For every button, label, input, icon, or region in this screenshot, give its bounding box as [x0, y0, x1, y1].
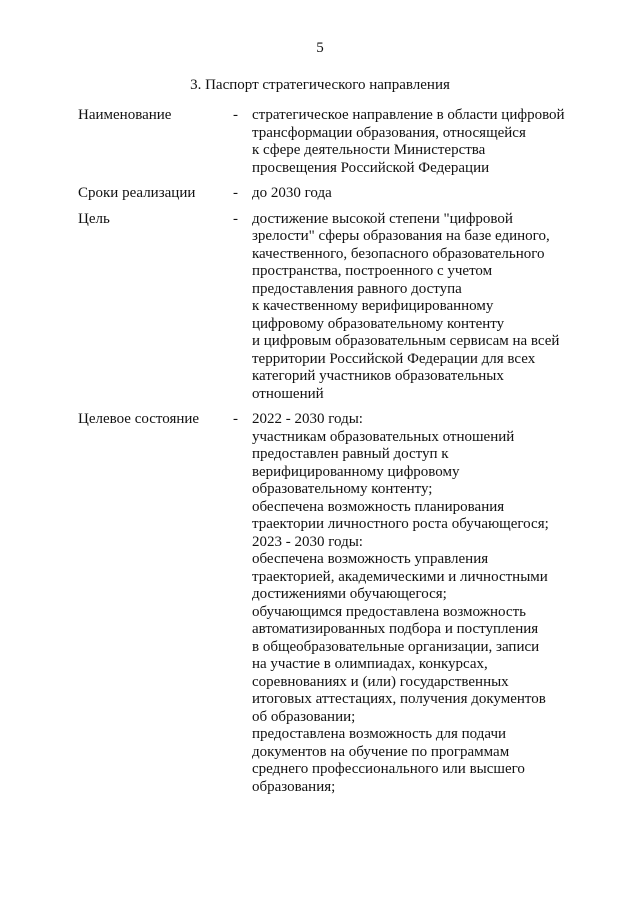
value-line: верифицированному цифровому	[252, 463, 460, 480]
value-line: образования;	[252, 778, 336, 795]
value-line: 2022 - 2030 годы:	[252, 411, 363, 427]
value-line: достижениями обучающегося;	[252, 586, 447, 602]
row-target-state	[78, 411, 578, 796]
row-value	[252, 185, 578, 203]
value-line: участникам образовательных отношений	[252, 428, 515, 445]
value-line: отношений	[252, 385, 324, 402]
value-line: документов на обучение по программам	[252, 743, 510, 760]
value-line: до 2030 года	[252, 185, 332, 201]
value-line: к сфере деятельности Министерства	[252, 142, 486, 158]
row-timeline	[78, 185, 578, 203]
passport-table	[78, 107, 578, 804]
row-label: Целевое состояние	[78, 411, 200, 427]
value-line: трансформации образования, относящейся	[252, 124, 526, 141]
page-number: 5	[316, 40, 324, 56]
row-dash: -	[233, 185, 238, 201]
value-line: на участие в олимпиадах, конкурсах,	[252, 656, 488, 672]
value-line: соревнованиях и (или) государственных	[252, 673, 509, 690]
row-label: Сроки реализации	[78, 185, 196, 201]
row-value	[252, 411, 578, 796]
value-line: траектории личностного роста обучающегося;	[252, 516, 549, 532]
value-line: обучающимся предоставлена возможность	[252, 603, 526, 620]
value-line: стратегическое направление в области цифровой	[252, 107, 565, 123]
value-line: предоставлена возможность для подачи	[252, 726, 507, 742]
row-goal	[78, 211, 578, 404]
value-line: траекторией, академическими и личностными	[252, 568, 548, 585]
value-line: зрелости" сферы образования на базе единого,	[252, 228, 550, 244]
value-line: качественного, безопасного образовательного	[252, 245, 545, 262]
row-value	[252, 211, 578, 404]
value-line: среднего профессионального или высшего	[252, 761, 525, 777]
value-line: территории Российской Федерации для всех	[252, 350, 536, 367]
value-line: достижение высокой степени "цифровой	[252, 210, 513, 227]
value-line: к качественному верифицированному	[252, 298, 494, 314]
row-name	[78, 107, 578, 177]
value-line: и цифровым образовательным сервисам на всей	[252, 333, 560, 349]
section-title: 3. Паспорт стратегического направления	[190, 77, 450, 93]
value-line: автоматизированных подбора и поступления	[252, 621, 539, 637]
value-line: просвещения Российской Федерации	[252, 159, 490, 176]
value-line: обеспечена возможность планирования	[252, 498, 505, 515]
value-line: 2023 - 2030 годы:	[252, 533, 363, 550]
row-dash: -	[233, 107, 238, 123]
value-line: образовательному контенту;	[252, 481, 433, 497]
value-line: пространства, построенного с учетом	[252, 263, 493, 279]
row-label: Цель	[78, 210, 110, 227]
value-line: итоговых аттестациях, получения документов	[252, 691, 546, 707]
value-line: предоставления равного доступа	[252, 280, 462, 297]
value-line: категорий участников образовательных	[252, 368, 504, 384]
row-label: Наименование	[78, 107, 172, 123]
value-line: предоставлен равный доступ к	[252, 446, 449, 462]
value-line: в общеобразовательные организации, записи	[252, 638, 540, 655]
row-dash: -	[233, 411, 238, 427]
value-line: обеспечена возможность управления	[252, 551, 489, 567]
value-line: цифровому образовательному контенту	[252, 315, 505, 332]
row-value	[252, 107, 578, 177]
value-line: об образовании;	[252, 708, 356, 725]
row-dash: -	[233, 210, 238, 227]
